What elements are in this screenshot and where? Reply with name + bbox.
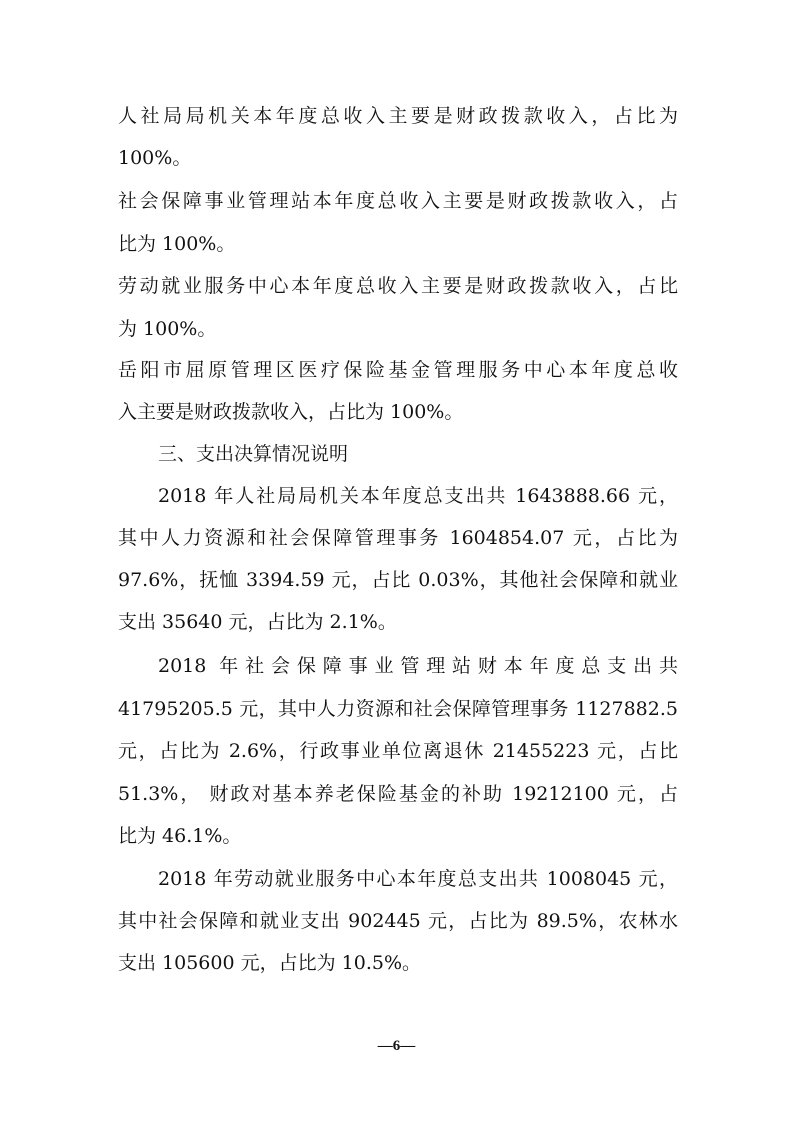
text-line: 2018 年劳动就业服务中心本年度总支出共 1008045 元，: [158, 868, 678, 890]
text-line: 51.3%， 财政对基本养老保险基金的补助 19212100 元，占: [118, 783, 678, 805]
text-line: 岳阳市屈原管理区医疗保险基金管理服务中心本年度总收: [118, 359, 678, 381]
text-line: 2018 年社会保障事业管理站财本年度总支出共: [158, 655, 678, 677]
text-line: 支出 35640 元，占比为 2.1%。: [118, 611, 397, 633]
text-line: 97.6%，抚恤 3394.59 元，占比 0.03%，其他社会保障和就业: [118, 569, 678, 591]
text-line: 为 100%。: [118, 318, 217, 340]
text-line: 比为 100%。: [118, 233, 236, 255]
section-heading: 三、支出决算情况说明: [158, 443, 349, 465]
text-line: 比为 46.1%。: [118, 825, 242, 847]
text-line: 入主要是财政拨款收入，占比为 100%。: [118, 401, 464, 423]
text-line: 41795205.5 元，其中人力资源和社会保障管理事务 1127882.5: [118, 698, 678, 720]
page-number: —6—: [377, 1038, 416, 1054]
text-line: 其中社会保障和就业支出 902445 元，占比为 89.5%，农林水: [118, 910, 678, 932]
text-line: 支出 105600 元，占比为 10.5%。: [118, 952, 422, 974]
text-line: 2018 年人社局局机关本年度总支出共 1643888.66 元，: [158, 485, 678, 507]
text-line: 其中人力资源和社会保障管理事务 1604854.07 元，占比为: [118, 527, 678, 549]
text-line: 人社局局机关本年度总收入主要是财政拨款收入，占比为: [118, 105, 678, 127]
text-line: 元，占比为 2.6%，行政事业单位离退休 21455223 元，占比: [118, 740, 678, 762]
text-line: 劳动就业服务中心本年度总收入主要是财政拨款收入，占比: [118, 275, 678, 297]
text-line: 100%。: [118, 147, 192, 169]
text-line: 社会保障事业管理站本年度总收入主要是财政拨款收入，占: [118, 190, 678, 212]
